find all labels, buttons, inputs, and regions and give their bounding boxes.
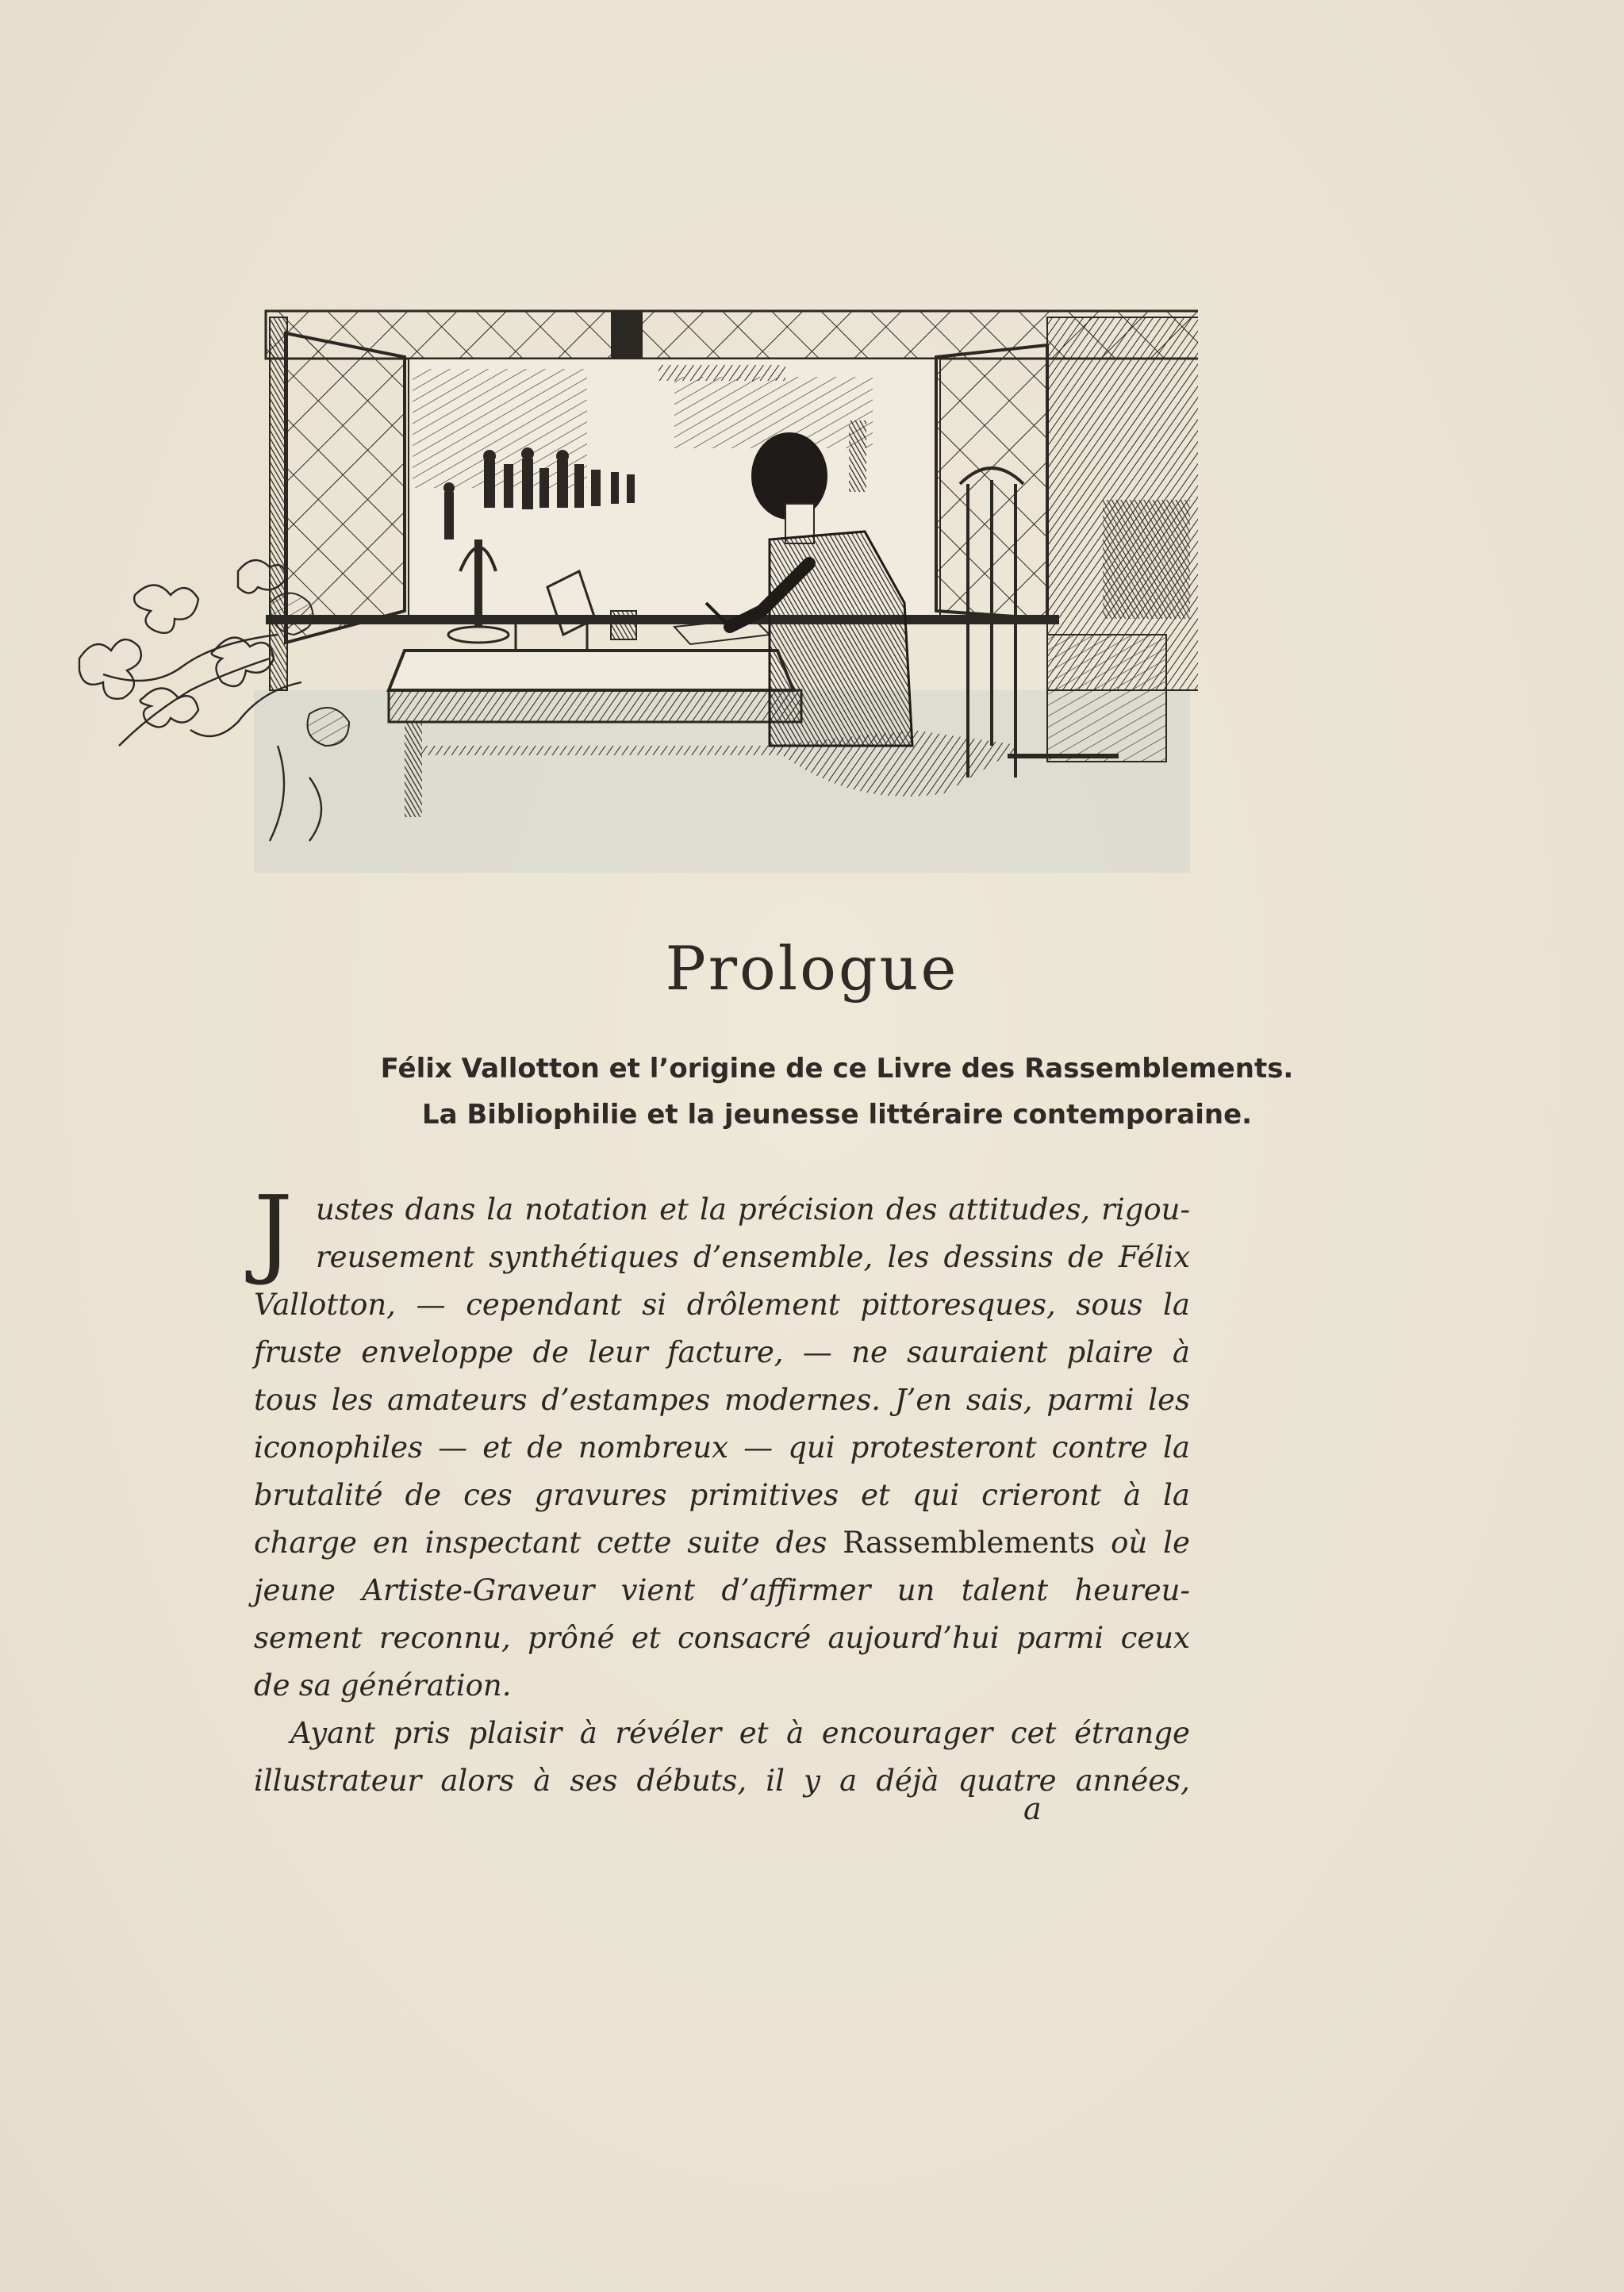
text-line: Vallotton, — cependant si drôlement pittoresques, sous la	[254, 1288, 1190, 1322]
page-title: Prologue	[665, 933, 959, 1004]
text-line: brutalité de ces gravures primitives et qui crieront à la	[254, 1478, 1190, 1512]
drop-cap: J	[254, 1175, 293, 1288]
signature-mark: a	[1023, 1791, 1042, 1826]
summary-line: La Bibliophilie et la jeunesse littéraire contemporaine.	[421, 1099, 1253, 1131]
text-line: Ayant pris plaisir à révéler et à encourager cet étrange	[290, 1716, 1190, 1750]
text-line: tous les amateurs d’estampes modernes. J’en sais, parmi les	[254, 1383, 1190, 1417]
text-line: ustes dans la notation et la précision des attitudes, rigou-	[316, 1192, 1190, 1227]
paragraph	[254, 1175, 1190, 1710]
text-line: fruste enveloppe de leur facture, — ne sauraient plaire à	[254, 1335, 1190, 1369]
text-line: de sa génération.	[254, 1668, 512, 1703]
text-line: charge en inspectant cette suite des Rassemblements où le	[254, 1526, 1190, 1560]
header-illustration	[71, 301, 1198, 873]
text-line: sement reconnu, prôné et consacré aujourd’hui parmi ceux	[254, 1621, 1190, 1655]
text-line: iconophiles — et de nombreux — qui protesteront contre la	[254, 1430, 1190, 1465]
summary-line: Félix Vallotton et l’origine de ce Livre des Rassemblements.	[380, 1053, 1294, 1085]
text-line: jeune Artiste-Graveur vient d’affirmer un talent heureu-	[254, 1573, 1190, 1607]
text-line: illustrateur alors à ses débuts, il y a déjà quatre années,	[254, 1764, 1190, 1798]
text-line: reusement synthétiques d’ensemble, les dessins de Félix	[316, 1240, 1190, 1274]
chapter-summary	[238, 1046, 1436, 1138]
paragraph	[254, 1710, 1190, 1805]
body-text	[254, 1175, 1190, 1805]
